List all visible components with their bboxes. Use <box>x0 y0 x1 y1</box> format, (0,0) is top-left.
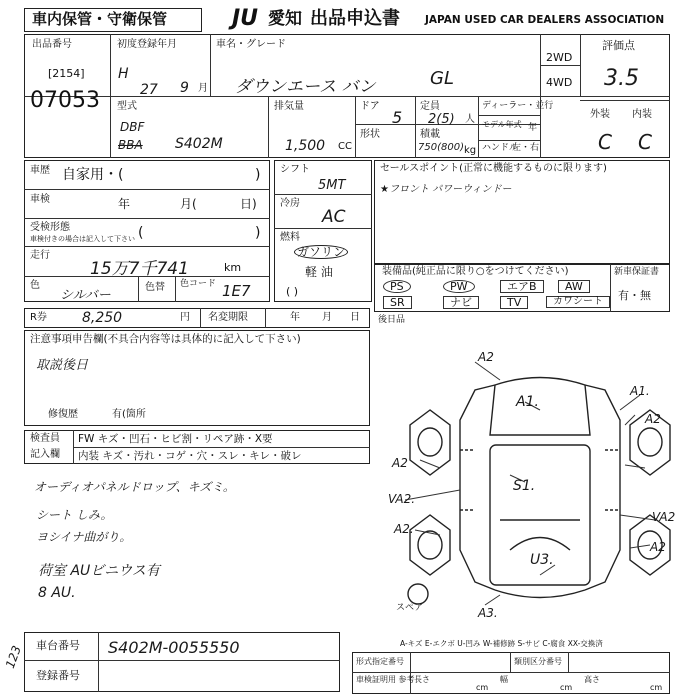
price-unit: 円 <box>180 312 190 323</box>
class-code-label: 類別区分番号 <box>514 657 562 666</box>
sales-value: ★フロント パワーウィンドー <box>380 184 512 195</box>
dmg-mark-12: A3. <box>478 606 498 620</box>
inspector-label2: 記入欄 <box>30 449 60 460</box>
cert-ref-label: 車検証明用 参考 <box>356 675 415 684</box>
type-prefix: DBF <box>120 120 145 134</box>
lot-label: 出品番号 <box>32 39 72 50</box>
type-code: S402M <box>175 136 223 152</box>
load-value: 750(800) <box>418 142 464 153</box>
capacity-label: 定員 <box>420 101 440 112</box>
hand-line-5: 8 AU. <box>38 585 76 601</box>
inspection-label: 車検 <box>30 194 50 205</box>
repair-value: 有(箇所 <box>112 409 146 420</box>
sales-label: セールスポイント(正常に機能するものに限ります) <box>380 163 607 174</box>
score-value: 3.5 <box>604 66 639 91</box>
hand-line-1: オーディオパネルドロップ、キズミ。 <box>34 480 235 494</box>
equip-label: 装備品(純正品に限り○をつけてください) <box>382 266 569 277</box>
fuel-other: ( ) <box>286 285 299 298</box>
score-label: 評価点 <box>602 39 635 52</box>
storage-label: 車内保管・守衛保管 <box>32 10 168 28</box>
lot-sub: [2154] <box>48 67 85 80</box>
form-title: 出品申込書 <box>310 8 400 29</box>
price-value: 8,250 <box>82 310 123 326</box>
handle-value: 左・右 <box>512 143 540 153</box>
dmg-mark-5: A2 <box>392 456 408 470</box>
color-code: 1E7 <box>222 282 251 300</box>
color-change-label: 色替 <box>145 282 165 293</box>
new-warranty-label: 新車保証書 <box>614 267 660 277</box>
chassis-label: 車台番号 <box>36 639 80 652</box>
disp-label: 排気量 <box>274 101 304 112</box>
org-name: 愛知 <box>268 9 302 29</box>
inspector-row2: 内装 キズ・汚れ・コゲ・穴・スレ・キレ・破レ <box>78 450 302 462</box>
dmg-mark-6: VA2. <box>388 492 416 506</box>
width-label: 幅 <box>500 675 508 684</box>
shift-value: 5MT <box>318 178 346 193</box>
model-name: ダウンエース バン <box>235 77 376 97</box>
equip-pw: PW <box>443 280 475 293</box>
doors-label: ドア <box>360 101 380 112</box>
inspection-year: 年 <box>118 197 131 211</box>
length-label: 長さ <box>414 675 430 684</box>
inspection-day: 日) <box>240 197 257 211</box>
ju-logo: JU <box>232 6 259 31</box>
dmg-mark-3: A1. <box>630 384 650 398</box>
taking-open: ( <box>138 225 144 241</box>
damage-legend: A-キズ E-エクボ U-凹み W-補修跡 S-サビ C-腐食 XX-交換済 <box>400 639 603 648</box>
deadline-label: 名変期限 <box>208 312 248 323</box>
dmg-mark-10: S1. <box>513 478 536 494</box>
equip-sr: SR <box>383 296 412 309</box>
ac-label: 冷房 <box>280 198 300 209</box>
ext-grade: C <box>598 130 612 154</box>
handle-label: ハンドル <box>482 143 519 153</box>
shift-label: シフト <box>280 164 310 175</box>
inspector-label: 検査員 <box>30 433 60 444</box>
ac-value: AC <box>322 207 346 227</box>
dmg-mark-7: VA2 <box>652 510 676 524</box>
taking-sub: 車検付きの場合は記入して下さい <box>30 235 135 243</box>
deadline-day: 日 <box>350 312 360 323</box>
disp-unit: CC <box>338 141 352 152</box>
new-warranty-value: 有・無 <box>618 289 651 302</box>
reg-month: 9 <box>180 80 189 96</box>
ext-label: 外装 <box>590 109 610 120</box>
history-value: 自家用・( <box>62 167 124 183</box>
history-label: 車歴 <box>30 165 50 176</box>
type-struck: BBA <box>118 138 143 152</box>
modelyear-label: モデル年式 <box>482 120 522 129</box>
capacity-value: 2(5) <box>428 112 455 127</box>
color-code-label: 色コード <box>180 279 217 289</box>
equip-aw: AW <box>558 280 590 293</box>
width-unit: cm <box>560 683 573 692</box>
price-block <box>24 308 370 328</box>
notes-label: 注意事項申告欄(不具合内容等は具体的に記入して下さい) <box>30 333 301 345</box>
taking-close: ) <box>255 225 261 241</box>
hand-line-3: ヨシイナ曲がり。 <box>36 530 132 544</box>
color-value: シルバー <box>60 288 111 303</box>
dmg-mark-8: A2. <box>394 522 414 536</box>
height-label: 高さ <box>584 675 600 684</box>
equip-tv: TV <box>500 296 528 309</box>
history-close: ) <box>255 167 261 183</box>
assoc-name: JAPAN USED CAR DEALERS ASSOCIATION <box>425 14 665 26</box>
drive-2wd: 2WD <box>546 51 573 64</box>
load-label: 積載 <box>420 129 440 140</box>
type-label: 型式 <box>117 101 137 112</box>
sales-block <box>374 160 670 264</box>
shape-label: 形状 <box>360 129 380 140</box>
capacity-unit: 人 <box>465 114 475 125</box>
drive-4wd: 4WD <box>546 76 573 89</box>
equip-airbag: エアB <box>500 280 544 293</box>
disp-value: 1,500 <box>285 138 326 154</box>
margin-mark: 123 <box>2 643 24 671</box>
equip-ps: PS <box>383 280 411 293</box>
equip-navi: ナビ <box>443 296 479 309</box>
inspector-row1: FW キズ・凹石・ヒビ割・リペア跡・X要 <box>78 433 273 445</box>
hand-line-4: 荷室 AUビニウス有 <box>38 563 160 579</box>
reg-label: 初度登録年月 <box>117 39 177 50</box>
chassis-value: S402M-0055550 <box>108 638 240 657</box>
int-grade: C <box>638 130 652 154</box>
spare-label: スペア <box>396 603 424 613</box>
dmg-mark-11: U3. <box>530 552 554 568</box>
int-label: 内装 <box>632 109 652 120</box>
lot-number: 07053 <box>30 88 100 113</box>
price-label: R券 <box>30 312 47 323</box>
repair-label: 修復歴 <box>48 409 78 420</box>
color-label: 色 <box>30 280 40 291</box>
doors-value: 5 <box>392 108 403 127</box>
inspection-month: 月( <box>180 197 197 211</box>
dmg-mark-4: A2 <box>645 412 661 426</box>
load-unit: kg <box>464 145 477 156</box>
notes-value: 取説後日 <box>36 358 89 373</box>
fuel-diesel: 軽 油 <box>305 265 333 279</box>
register-label: 登録番号 <box>36 669 80 682</box>
hand-line-2: シート しみ。 <box>36 508 113 522</box>
later-label: 後日品 <box>378 315 406 325</box>
deadline-year: 年 <box>290 312 300 323</box>
height-unit: cm <box>650 683 663 692</box>
dmg-mark-1: A2 <box>478 350 494 364</box>
model-label: 車名・グレード <box>216 39 286 50</box>
fuel-label: 燃料 <box>280 232 300 243</box>
reg-era: H <box>118 66 129 82</box>
equip-leather: カワシート <box>546 296 610 308</box>
dmg-mark-9: A2 <box>650 540 666 554</box>
dealer-label: ディーラー・並行 <box>482 101 554 111</box>
length-unit: cm <box>476 683 489 692</box>
mileage-value: 15万7千741 <box>90 259 189 279</box>
mileage-unit: km <box>224 261 242 274</box>
model-grade: GL <box>430 68 454 89</box>
deadline-month: 月 <box>322 312 332 323</box>
taking-label: 受検形態 <box>30 222 70 233</box>
reg-year: 27 <box>140 82 158 98</box>
mileage-label: 走行 <box>30 250 50 261</box>
modelyear-unit: 年 <box>528 123 538 133</box>
type-approval-label: 形式指定番号 <box>356 657 404 666</box>
reg-month-unit: 月 <box>198 83 208 94</box>
dmg-mark-2: A1. <box>516 394 539 410</box>
fuel-gas: ガソリン <box>294 245 348 259</box>
